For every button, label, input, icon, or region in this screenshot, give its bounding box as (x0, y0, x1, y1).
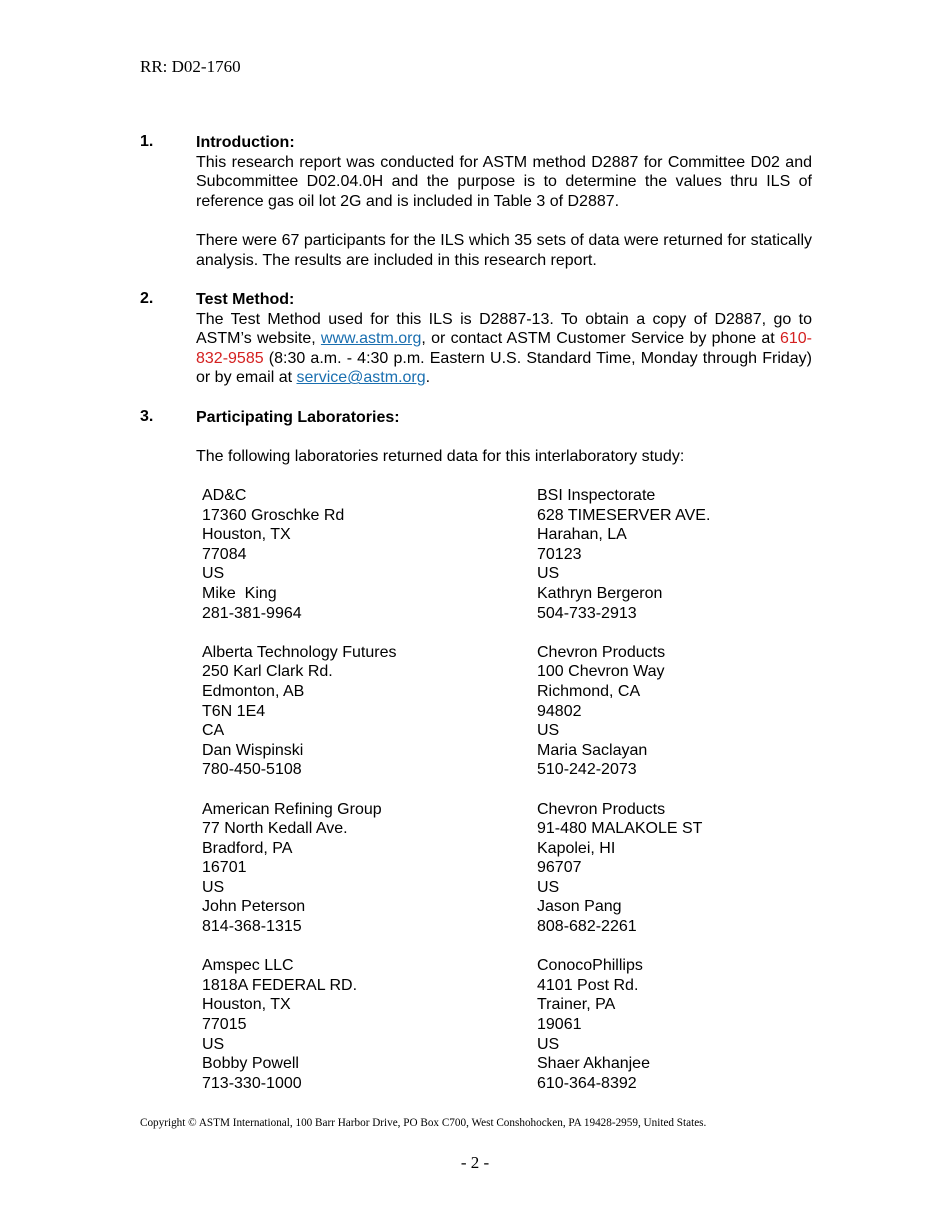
lab-country: US (537, 722, 560, 740)
lab-postal-code: 96707 (537, 859, 582, 877)
lab-postal-code: T6N 1E4 (202, 702, 266, 720)
customer-service-phone: 610-832-9585 (196, 330, 812, 367)
lab-contact: Shaer Akhanjee (537, 1055, 650, 1073)
lab-city: Richmond, CA (537, 682, 641, 700)
lab-contact: Jason Pang (537, 898, 622, 916)
lab-contact: Kathryn Bergeron (537, 584, 663, 602)
intro-paragraph-2: There were 67 participants for the ILS which 35 sets of data were returned for statically analysis. The results are included in this research report. (196, 231, 812, 269)
lab-name: AD&C (202, 487, 247, 504)
lab-postal-code: 16701 (202, 859, 247, 877)
lab-street: 1818A FEDERAL RD. (202, 976, 358, 994)
lab-street: 91-480 MALAKOLE ST (537, 820, 703, 838)
lab-phone: 610-364-8392 (537, 1074, 637, 1092)
section-number: 1. (140, 133, 154, 150)
laboratory-entry (537, 643, 817, 780)
lab-country: US (202, 565, 225, 583)
lab-name: American Refining Group (202, 800, 382, 818)
lab-city: Kapolei, HI (537, 839, 616, 857)
copyright-footer: Copyright © ASTM International, 100 Barr Harbor Drive, PO Box C700, West Conshohocken, PA 19428-2959, United States. (140, 1117, 707, 1129)
lab-country: CA (202, 722, 225, 740)
labs-intro-paragraph: The following laboratories returned data for this interlaboratory study: (196, 448, 685, 466)
lab-name: ConocoPhillips (537, 957, 643, 975)
report-id-header: RR: D02-1760 (140, 57, 241, 76)
lab-country: US (202, 878, 225, 896)
laboratory-entry (537, 800, 817, 937)
section-title: Participating Laboratories: (196, 409, 400, 426)
lab-street: 100 Chevron Way (537, 663, 665, 681)
intro-paragraph-1: This research report was conducted for ASTM method D2887 for Committee D02 and Subcommittee D02.04.0H and the purpose is to determine the values thru ILS of reference gas oil lot 2G and is included in Table 3 of D2887. (196, 153, 812, 210)
lab-phone: 780-450-5108 (202, 761, 302, 779)
lab-street: 628 TIMESERVER AVE. (537, 506, 711, 524)
lab-postal-code: 70123 (537, 545, 582, 563)
lab-city: Edmonton, AB (202, 682, 305, 700)
astm-website-link[interactable]: www.astm.org (320, 330, 422, 348)
lab-city: Houston, TX (202, 996, 291, 1014)
section-title: Introduction: (196, 134, 295, 151)
lab-contact: John Peterson (202, 898, 306, 916)
laboratory-entry (537, 956, 817, 1093)
lab-city: Trainer, PA (537, 996, 616, 1014)
section-introduction (140, 133, 812, 286)
lab-contact: Mike King (202, 584, 277, 602)
lab-city: Houston, TX (202, 526, 291, 544)
lab-street: 77 North Kedall Ave. (202, 820, 348, 838)
method-text-b: , or contact ASTM Customer Service by phone at (421, 330, 780, 348)
lab-postal-code: 77015 (202, 1016, 247, 1034)
section-number: 2. (140, 290, 154, 307)
lab-country: US (537, 565, 560, 583)
lab-name: Chevron Products (537, 643, 666, 661)
lab-phone: 808-682-2261 (537, 918, 637, 936)
section-number: 3. (140, 408, 154, 425)
lab-phone: 713-330-1000 (202, 1074, 302, 1092)
laboratories-list (202, 486, 817, 1093)
lab-name: Alberta Technology Futures (202, 643, 397, 661)
lab-street: 4101 Post Rd. (537, 976, 639, 994)
laboratory-entry (202, 643, 537, 780)
section-participating-laboratories (140, 408, 812, 483)
lab-country: US (537, 1035, 560, 1053)
lab-name: Amspec LLC (202, 957, 294, 975)
lab-city: Harahan, LA (537, 526, 627, 544)
method-text-a: The Test Method used for this ILS is D2887-13. To obtain a copy of D2887, go to ASTM’s website, (196, 310, 812, 348)
laboratory-entry (202, 486, 537, 623)
lab-city: Bradford, PA (202, 839, 293, 857)
section-title: Test Method: (196, 291, 295, 308)
lab-street: 17360 Groschke Rd (202, 506, 345, 524)
lab-postal-code: 94802 (537, 702, 582, 720)
lab-postal-code: 77084 (202, 545, 247, 563)
method-text-d: . (425, 369, 431, 387)
lab-phone: 510-242-2073 (537, 761, 637, 779)
service-email-link[interactable]: service@astm.org (296, 369, 426, 387)
laboratory-entry (537, 486, 817, 623)
lab-country: US (202, 1035, 225, 1053)
lab-phone: 504-733-2913 (537, 604, 637, 622)
lab-phone: 281-381-9964 (202, 604, 302, 622)
lab-phone: 814-368-1315 (202, 918, 302, 936)
test-method-paragraph (196, 310, 812, 388)
laboratory-entry (202, 800, 537, 937)
lab-name: BSI Inspectorate (537, 487, 656, 504)
method-text-c: (8:30 a.m. - 4:30 p.m. Eastern U.S. Standard Time, Monday through Friday) or by email at (196, 349, 812, 387)
page-number: - 2 - (460, 1153, 490, 1172)
section-test-method (140, 290, 812, 404)
lab-contact: Maria Saclayan (537, 741, 648, 759)
lab-postal-code: 19061 (537, 1016, 582, 1034)
lab-name: Chevron Products (537, 800, 666, 818)
lab-contact: Dan Wispinski (202, 741, 304, 759)
lab-contact: Bobby Powell (202, 1055, 299, 1073)
lab-street: 250 Karl Clark Rd. (202, 663, 333, 681)
lab-country: US (537, 878, 560, 896)
laboratory-entry (202, 956, 537, 1093)
